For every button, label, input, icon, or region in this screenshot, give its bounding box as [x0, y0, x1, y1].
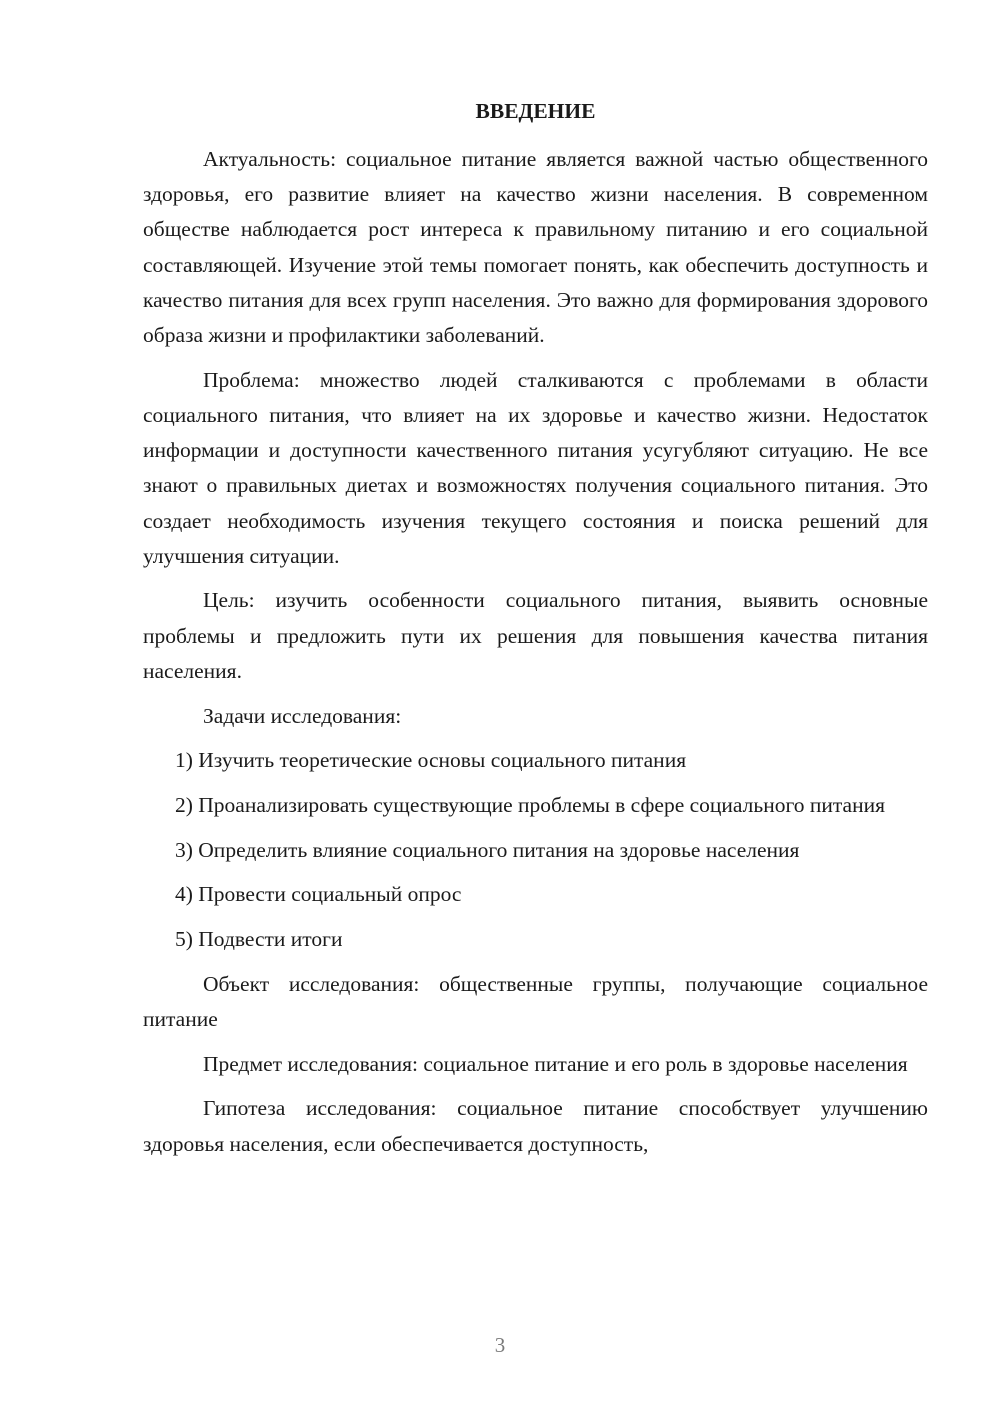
paragraph-tasks-heading: Задачи исследования:	[203, 703, 402, 728]
document-page	[143, 94, 928, 1171]
paragraph-relevance: Актуальность: социальное питание является важной частью общественного здоровья, его развитие влияет на качество жизни населения. В современном обществе наблюдается рост интереса к правильному питанию и его социальной составляющей. Изучение этой темы помогает понять, как обеспечить доступность и качество питания для всех групп населения. Это важно для формирования здорового образа жизни и профилактики заболеваний.	[143, 147, 928, 348]
paragraph-subject: Предмет исследования: социальное питание и его роль в здоровье населения	[203, 1051, 908, 1076]
task-item-4: 4) Провести социальный опрос	[175, 882, 462, 907]
paragraph-problem: Проблема: множество людей сталкиваются с проблемами в области социального питания, что влияет на их здоровье и качество жизни. Недостаток информации и доступности качественного питания усугубляют ситуацию. Не все знают о правильных диетах и возможностях получения социального питания. Это создает необходимость изучения текущего состояния и поиска решений для улучшения ситуации.	[143, 367, 928, 568]
page-number: 3	[494, 1333, 506, 1357]
task-item-1: 1) Изучить теоретические основы социального питания	[175, 748, 687, 773]
task-item-2: 2) Проанализировать существующие проблемы в сфере социального питания	[175, 792, 885, 817]
task-item-5: 5) Подвести итоги	[175, 927, 343, 952]
section-title: ВВЕДЕНИЕ	[475, 99, 596, 123]
paragraph-object: Объект исследования: общественные группы, получающие социальное питание	[143, 971, 928, 1031]
paragraph-hypothesis: Гипотеза исследования: социальное питание способствует улучшению здоровья населения, если обеспечивается доступность,	[143, 1096, 928, 1156]
paragraph-goal: Цель: изучить особенности социального питания, выявить основные проблемы и предложить пути их решения для повышения качества питания населения.	[143, 588, 928, 683]
task-item-3: 3) Определить влияние социального питания на здоровье населения	[175, 837, 800, 862]
